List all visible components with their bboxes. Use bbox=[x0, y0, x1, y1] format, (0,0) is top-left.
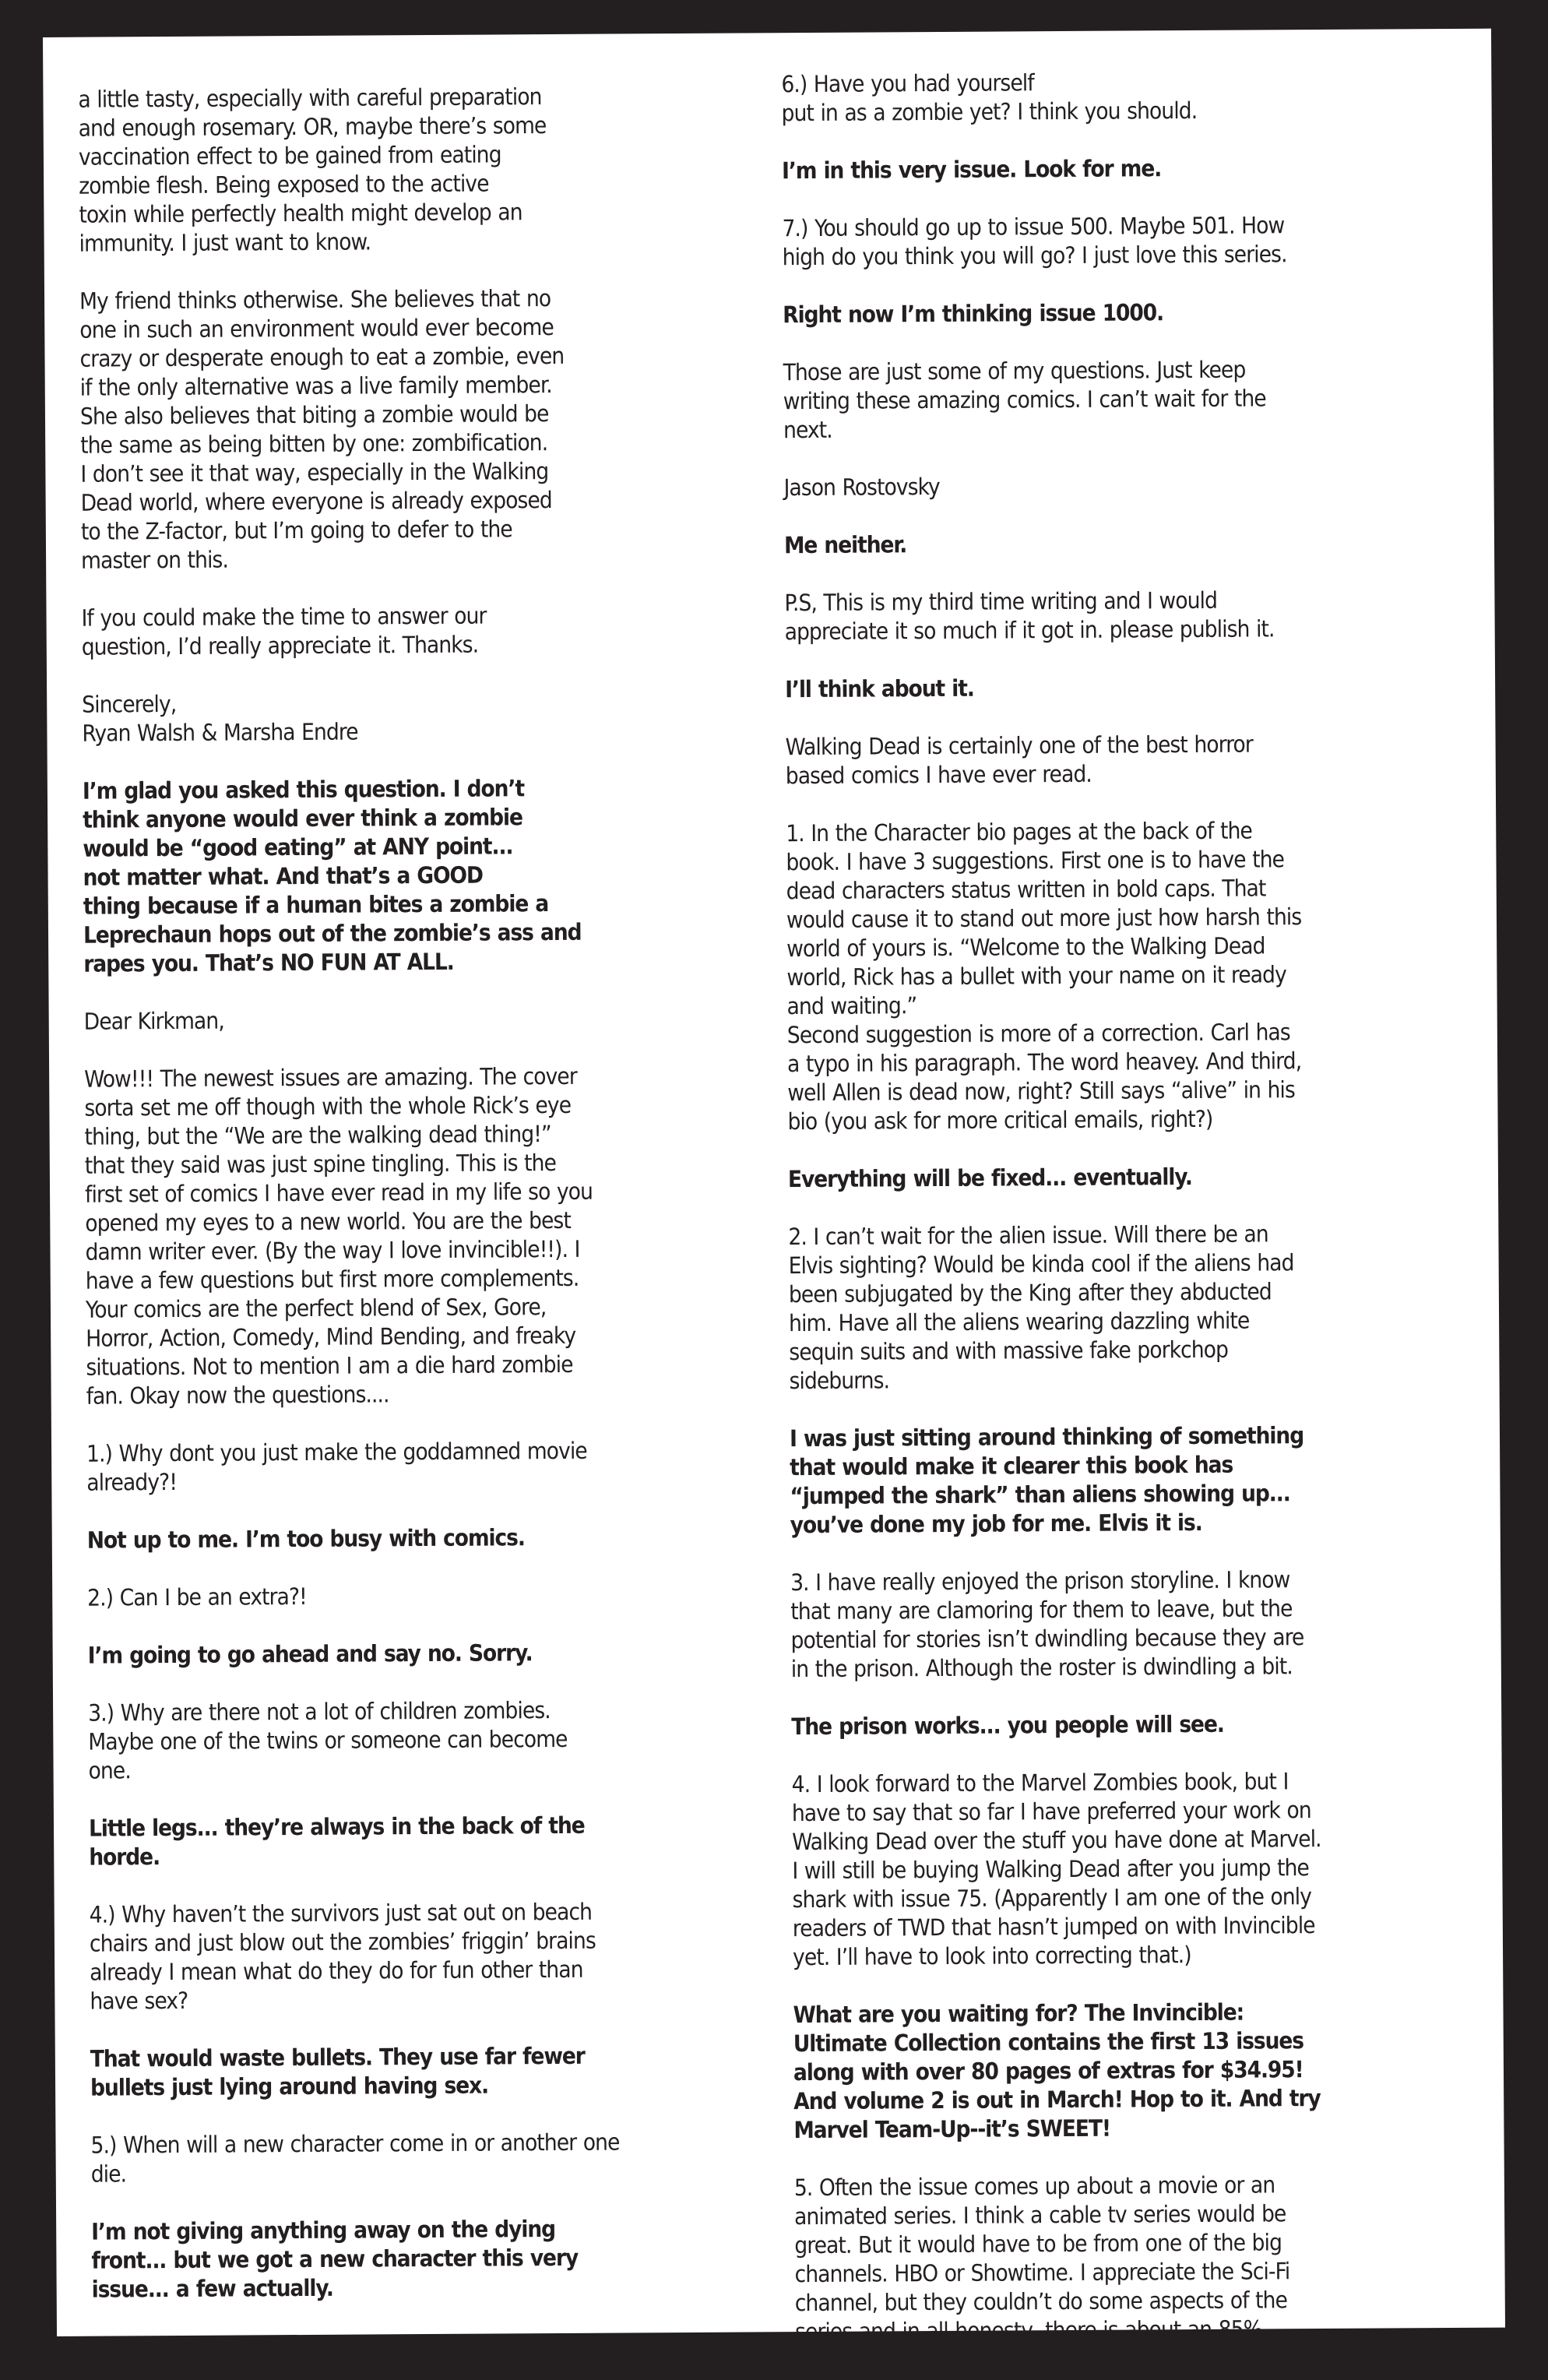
reader-question: 6.) Have you had yourself put in as a zombie yet? I think you should. bbox=[781, 69, 1198, 127]
letter-postscript: P.S, This is my third time writing and I would appreciate it so much if it got in. please publish it. bbox=[784, 586, 1275, 646]
reader-suggestion: 5. Often the issue comes up about a movie or an animated series. I think a cable tv series would be great. But it would have to be from one of the big channels. HBO or Showtime. I appreciate the Sci-Fi channel, but they couldn’t do some aspects of the series and in all honesty, there is about an 85% bbox=[793, 2171, 1290, 2346]
editor-reply: I’m in this very issue. Look for me. bbox=[781, 155, 1162, 185]
letter-paragraph: Walking Dead is certainly one of the best horror based comics I have ever read. bbox=[785, 731, 1253, 790]
editor-reply: What are you waiting for? The Invincible: Ultimate Collection contains the first 13 issues along with over 80 pages of extras for $34.95! And volume 2 is out in March! Hop to it. And try Marvel Team-Up--it’s SWEET! bbox=[793, 1998, 1321, 2144]
editor-reply: I was just sitting around thinking of something that would make it clearer this book has “jumped the shark” than aliens showing up... you’ve done my job for me. Elvis it is. bbox=[789, 1422, 1304, 1539]
reader-suggestion: 3. I have really enjoyed the prison storyline. I know that many are clamoring for them to leave, but the potential for stories isn’t dwindling because they are in the prison. Although the roster is dwindling a bit. bbox=[790, 1566, 1304, 1683]
editor-reply: Little legs... they’re always in the back of the horde. bbox=[88, 1811, 585, 1871]
reader-suggestion: 1. In the Character bio pages at the back of the book. I have 3 suggestions. First one is to have the dead characters status written in bold caps. That would cause it to stand out more just how harsh this world of yours is. “Welcome to the Walking Dead world, Rick has a bullet with your name on it ready and waiting.” Second suggestion is more of a correction. Carl has a typo in his paragraph. The word heavey. And third, well Allen is dead now, right? Still says “alive” in his bio (you ask for more critical emails, right?) bbox=[786, 817, 1302, 1135]
letter-paragraph: My friend thinks otherwise. She believes that no one in such an environment would ever become crazy or desperate enough to eat a zombie, even if the only alternative was a live family member. She also believes that biting a zombie would be the same as being bitten by one: zombification. I don’t see it that way, especially in the Walking Dead world, where everyone is already exposed to the Z-factor, but I’m going to defer to the master on this. bbox=[79, 285, 565, 574]
letter-paragraph: a little tasty, especially with careful preparation and enough rosemary. OR, maybe there’s some vaccination effect to be gained from eating zombie flesh. Being exposed to the active toxin while perfectly health might develop an immunity. I just want to know. bbox=[78, 83, 547, 257]
left-column bbox=[78, 33, 785, 2304]
editor-reply: I’m glad you asked this question. I don’t think anyone would ever think a zombie would be “good eating” at ANY point... not matter what. And that’s a GOOD thing because if a human bites a zombie a Leprechaun hops out of the zombie’s ass and rapes you. That’s NO FUN AT ALL. bbox=[82, 775, 582, 977]
letter-signature: Jason Rostovsky bbox=[783, 473, 940, 502]
editor-reply: Not up to me. I’m too busy with comics. bbox=[86, 1524, 525, 1554]
reader-suggestion: 2. I can’t wait for the alien issue. Will there be an Elvis sighting? Would be kinda cool if the aliens had been subjugated by the King after they abducted him. Have all the aliens wearing dazzling white sequin suits and with massive fake porkchop sideburns. bbox=[788, 1220, 1294, 1395]
reader-question: 3.) Why are there not a lot of children zombies. Maybe one of the twins or someone can become one. bbox=[88, 1697, 568, 1784]
editor-reply: I’m not giving anything away on the dying front... but we got a new character this very issue... a few actually. bbox=[91, 2216, 579, 2303]
editor-reply: Everything will be fixed... eventually. bbox=[787, 1164, 1192, 1193]
reader-question: 4.) Why haven’t the survivors just sat out on beach chairs and just blow out the zombies’ friggin’ brains already I mean what do they do for fun other than have sex? bbox=[89, 1898, 596, 2015]
letter-sign-off: Sincerely, Ryan Walsh & Marsha Endre bbox=[82, 690, 358, 747]
reader-question: 7.) You should go up to issue 500. Maybe 501. How high do you think you will go? I just love this series. bbox=[782, 212, 1287, 271]
letter-paragraph: If you could make the time to answer our question, I’d really appreciate it. Thanks. bbox=[81, 602, 487, 660]
reader-question: 2.) Can I be an extra?! bbox=[87, 1583, 307, 1611]
editor-reply: The prison works... you people will see. bbox=[791, 1710, 1224, 1741]
letter-salutation: Dear Kirkman, bbox=[83, 1007, 224, 1035]
reader-question: 1.) Why dont you just make the goddamned movie already?! bbox=[86, 1437, 587, 1496]
reader-suggestion: 4. I look forward to the Marvel Zombies book, but I have to say that so far I have preferred your work on Walking Dead over the stuff you have done at Marvel. I will still be buying Walking Dead after you jump the shark with issue 75. (Apparently I am one of the only readers of TWD that hasn’t jumped on with Invincible yet. I’ll have to look into correcting that.) bbox=[791, 1768, 1321, 1971]
letter-paragraph: Those are just some of my questions. Just keep writing these amazing comics. I can’t wait for the next. bbox=[783, 356, 1266, 444]
editor-reply: Me neither. bbox=[783, 531, 907, 559]
editor-reply: I’m going to go ahead and say no. Sorry. bbox=[87, 1639, 533, 1669]
letter-paragraph: Wow!!! The newest issues are amazing. The cover sorta set me off though with the whole Rick’s eye thing, but the “We are the walking dead thing!” that they said was just spine tingling. This is the first set of comics I have ever read in my life so you opened my eyes to a new world. You are the best damn writer ever. (By the way I love invincible!!). I have a few questions but first more complements. Your comics are the perfect blend of Sex, Gore, Horror, Action, Comedy, Mind Bending, and freaky situations. Not to mention I am a die hard zombie fan. Okay now the questions.... bbox=[84, 1062, 593, 1410]
editor-reply: I’ll think about it. bbox=[785, 674, 974, 703]
editor-reply: Right now I’m thinking issue 1000. bbox=[783, 299, 1164, 329]
right-column bbox=[781, 29, 1480, 2347]
editor-reply: That would waste bullets. They use far fewer bullets just lying around having sex. bbox=[90, 2042, 585, 2101]
reader-question: 5.) When will a new character come in or another one die. bbox=[90, 2128, 620, 2188]
letters-page bbox=[43, 29, 1505, 2346]
